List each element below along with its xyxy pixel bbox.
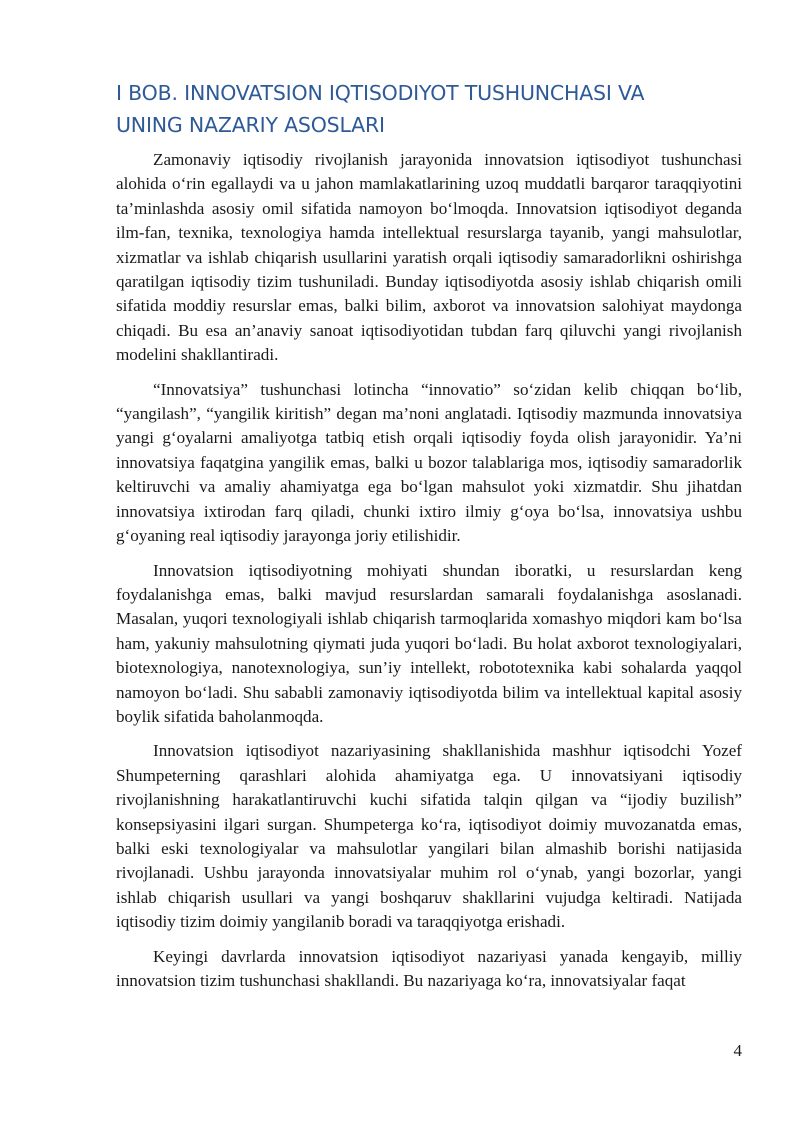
chapter-heading-line-2: UNING NAZARIY ASOSLARI	[116, 113, 385, 137]
paragraph: Zamonaviy iqtisodiy rivojlanish jarayonida innovatsion iqtisodiyot tushunchasi alohida o‘rin egallaydi va u jahon mamlakatlarining uzoq muddatli barqaror taraqqiyotini ta’minlashda asosiy omil sifatida namoyon bo‘lmoqda. Innovatsion iqtisodiyot deganda ilm-fan, texnika, texnologiya hamda intellektual resurslarga tayanib, yangi mahsulotlar, xizmatlar va ishlab chiqarish usullarini yaratish orqali iqtisodiy samaradorlikni oshirishga qaratilgan iqtisodiy tizim tushuniladi. Bunday iqtisodiyotda asosiy ishlab chiqarish omili sifatida moddiy resurslar emas, balki bilim, axborot va innovatsion salohiyat maydonga chiqadi. Bu esa an’anaviy sanoat iqtisodiyotidan tubdan farq qiluvchi yangi rivojlanish modelini shakllantiradi.	[116, 150, 742, 365]
paragraph: “Innovatsiya” tushunchasi lotincha “innovatio” so‘zidan kelib chiqqan bo‘lib, “yangilash”, “yangilik kiritish” degan ma’noni anglatadi. Iqtisodiy mazmunda innovatsiya yangi g‘oyalarni amaliyotga tatbiq etish orqali iqtisodiy foyda olish jarayonidir. Ya’ni innovatsiya faqatgina yangilik emas, balki u bozor talablariga mos, iqtisodiy samaradorlik keltiruvchi va amaliy ahamiyatga ega bo‘lgan mahsulot yoki xizmatdir. Shu jihatdan innovatsiya ixtirodan farq qiladi, chunki ixtiro ilmiy g‘oya bo‘lsa, innovatsiya ushbu g‘oyaning real iqtisodiy jarayonga joriy etilishidir.	[116, 379, 742, 546]
paragraph: Innovatsion iqtisodiyot nazariyasining shakllanishida mashhur iqtisodchi Yozef Shumpeterning qarashlari alohida ahamiyatga ega. U innovatsiyani iqtisodiy rivojlanishning harakatlantiruvchi kuchi sifatida talqin qilgan va “ijodiy buzilish” konsepsiyasini ilgari surgan. Shumpeterga ko‘ra, iqtisodiyot doimiy muvozanatda emas, balki eski texnologiyalar va mahsulotlar yangilari bilan almashib borishi natijasida rivojlanadi. Ushbu jarayonda innovatsiyalar muhim rol o‘ynab, yangi bozorlar, yangi ishlab chiqarish usullari va yangi boshqaruv shakllarini vujudga keltiradi. Natijada iqtisodiy tizim doimiy yangilanib boradi va taraqqiyotga erishadi.	[116, 741, 742, 932]
page-number: 4	[733, 1041, 742, 1060]
paragraph: Innovatsion iqtisodiyotning mohiyati shundan iboratki, u resurslardan keng foydalanishga emas, balki mavjud resurslardan samarali foydalanishga asoslanadi. Masalan, yuqori texnologiyali ishlab chiqarish tarmoqlarida xomashyo miqdori kam bo‘lsa ham, yakuniy mahsulotning qiymati juda yuqori bo‘ladi. Bu holat axborot texnologiyalari, biotexnologiya, nanotexnologiya, sun’iy intellekt, robototexnika kabi sohalarda yaqqol namoyon bo‘ladi. Shu sababli zamonaviy iqtisodiyotda bilim va intellektual kapital asosiy boylik sifatida baholanmoqda.	[116, 560, 742, 726]
paragraph: Keyingi davrlarda innovatsion iqtisodiyot nazariyasi yanada kengayib, milliy innovatsion tizim tushunchasi shakllandi. Bu nazariyaga ko‘ra, innovatsiyalar faqat	[116, 946, 742, 990]
body-text	[116, 148, 742, 1003]
chapter-heading	[116, 77, 716, 141]
chapter-heading-line-1: I BOB. INNOVATSION IQTISODIYOT TUSHUNCHASI VA	[116, 81, 645, 105]
